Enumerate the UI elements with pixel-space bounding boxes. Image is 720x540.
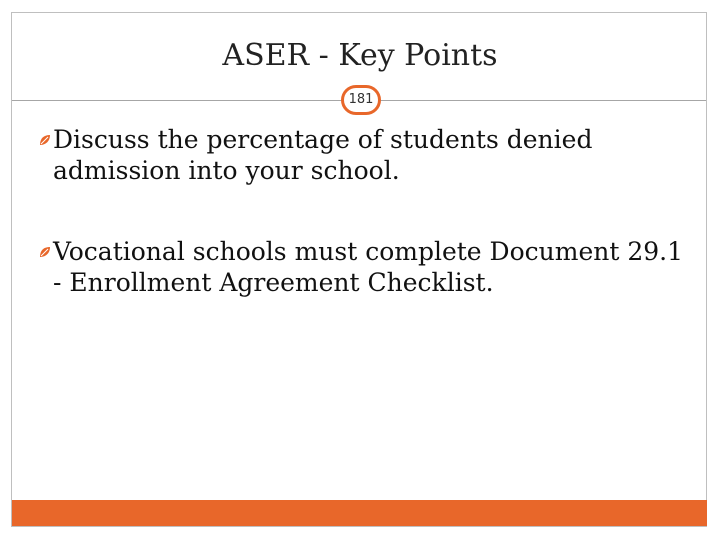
bullet-item <box>40 124 690 186</box>
bullet-text: Discuss the percentage of students denied admission into your school. <box>53 125 593 185</box>
bullet-item <box>40 236 690 298</box>
bullet-list <box>40 124 690 348</box>
bullet-text: Vocational schools must complete Document 29.1 - Enrollment Agreement Checklist. <box>53 237 683 297</box>
footer-accent-bar <box>12 500 707 526</box>
page-number-badge: 181 <box>341 85 381 115</box>
leaf-bullet-icon <box>38 133 52 147</box>
leaf-bullet-icon <box>38 245 52 259</box>
slide-title: ASER - Key Points <box>222 38 498 73</box>
